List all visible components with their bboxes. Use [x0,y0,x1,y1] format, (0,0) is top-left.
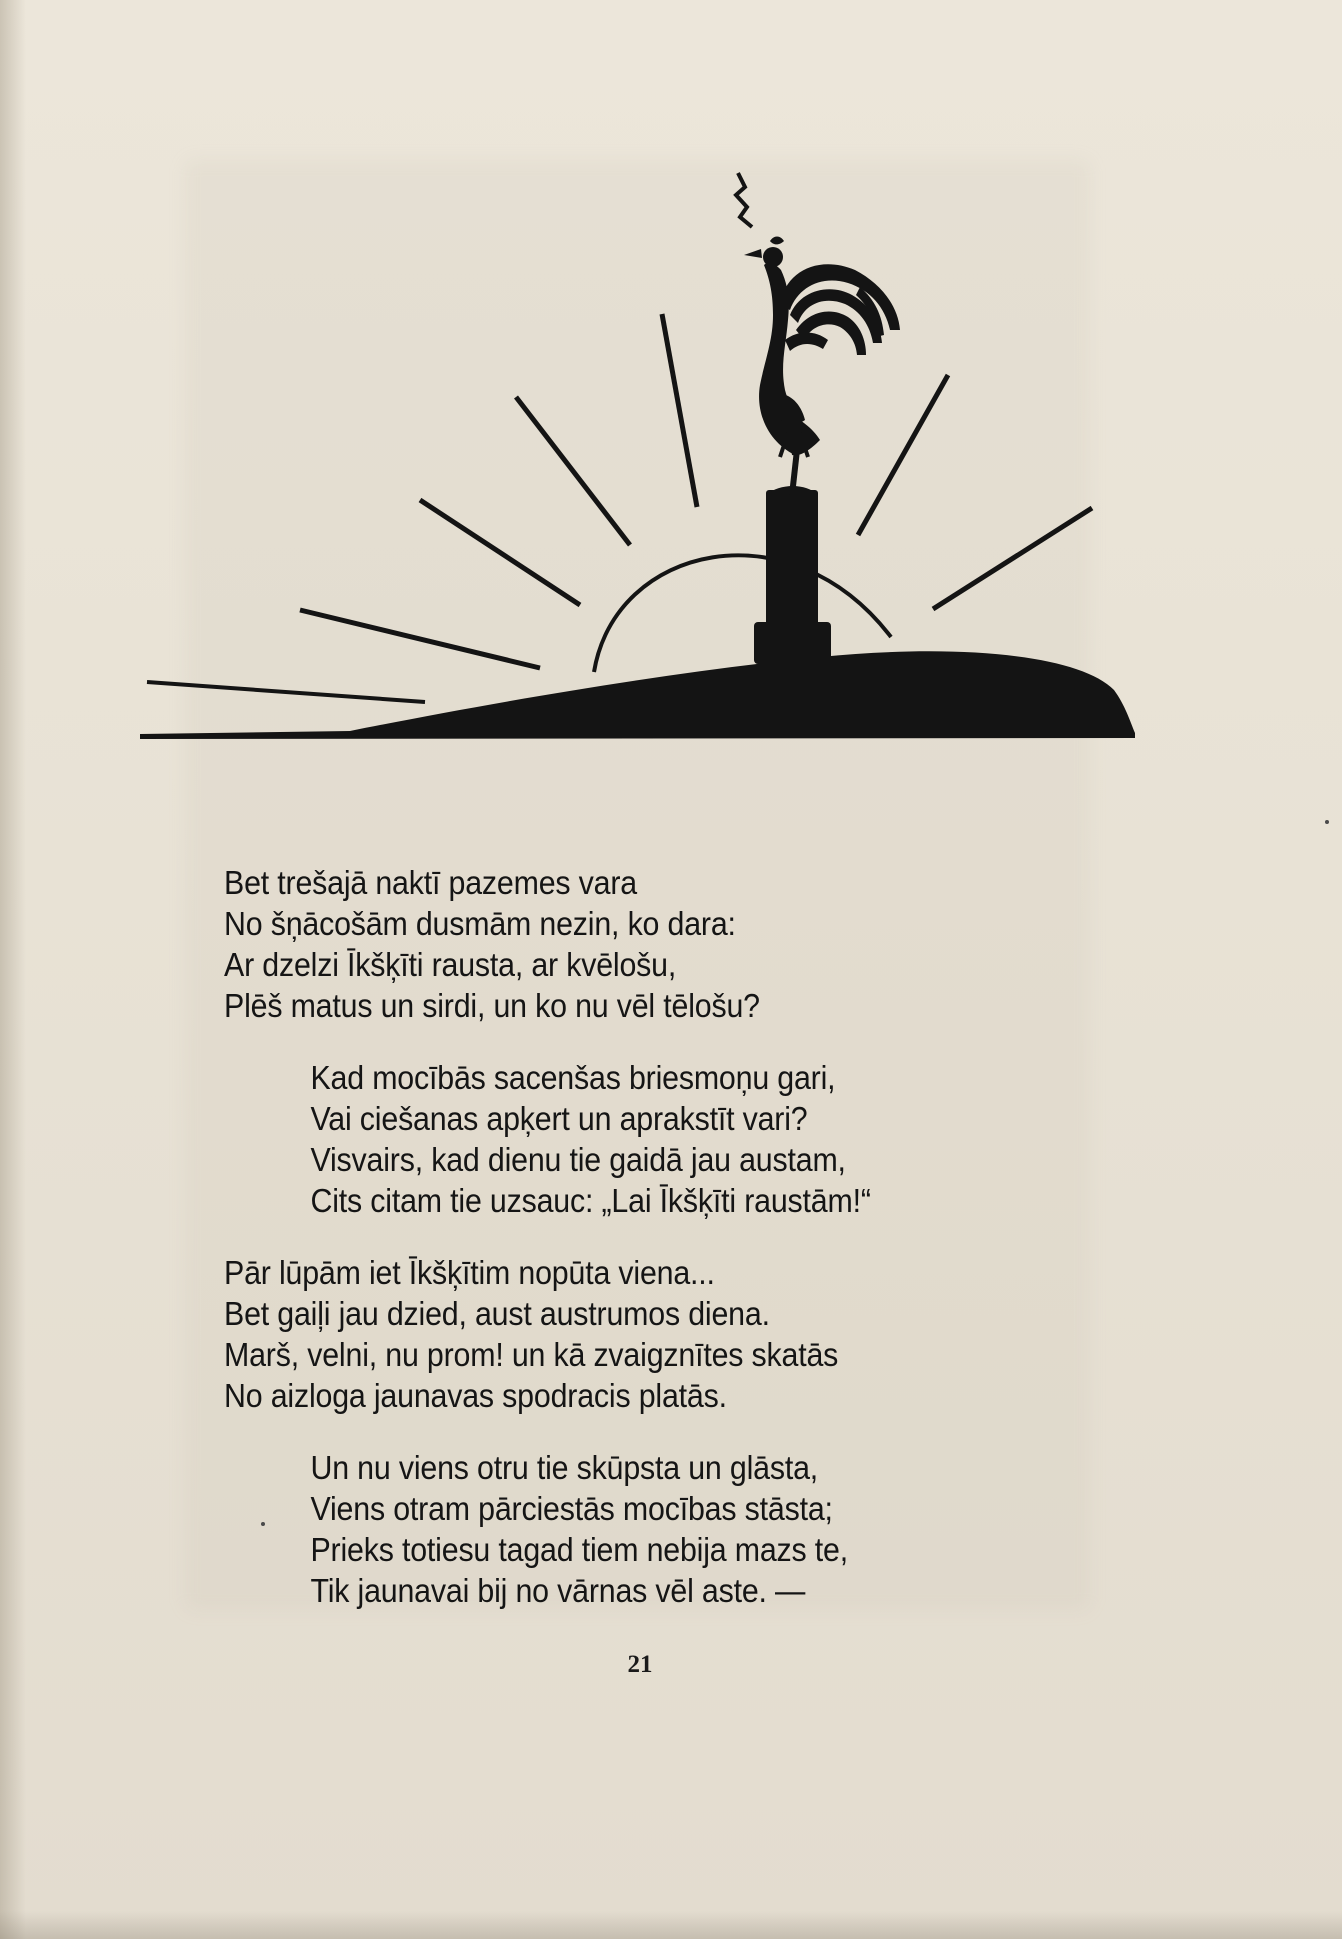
verse-line: No aizloga jaunavas spodracis platās. [224,1377,727,1414]
verse-line: Vai ciešanas apķert un aprakstīt vari? [310,1100,808,1137]
stanza-1 [224,862,1052,1026]
verse-line: Viens otram pārciestās mocības stāsta; [310,1490,833,1527]
verse-line: Cits citam tie uzsauc: „Lai Īkšķīti raustām!“ [310,1182,871,1219]
page-number: 21 [627,1651,653,1678]
verse-line: Kad mocībās sacenšas briesmoņu gari, [310,1059,836,1096]
page-bottom-shadow [0,1911,1342,1939]
paper-speck [261,1522,265,1526]
verse-line: Bet trešajā naktī pazemes vara [224,864,637,901]
paper-speck [1325,820,1329,824]
rooster-weathervane-sunrise-icon [140,165,1140,745]
verse-line: Plēš matus un sirdi, un ko nu vēl tēlošu? [224,987,760,1024]
verse-line: Ar dzelzi Īkšķīti rausta, ar kvēlošu, [224,946,677,983]
verse-line: No šņācošām dusmām nezin, ko dara: [224,905,736,942]
verse-line: Bet gaiļi jau dzied, aust austrumos diena. [224,1295,770,1332]
verse-line: Pār lūpām iet Īkšķītim nopūta viena... [224,1254,715,1291]
page-edge-shadow [0,0,26,1939]
stanza-2 [224,1057,1052,1221]
verse-line: Tik jaunavai bij no vārnas vēl aste. — [310,1572,806,1609]
poem-text [224,862,1052,1642]
stanza-4 [224,1447,1052,1611]
verse-line: Un nu viens otru tie skūpsta un glāsta, [310,1449,819,1486]
stanza-3 [224,1252,1052,1416]
verse-line: Marš, velni, nu prom! un kā zvaigznītes skatās [224,1336,839,1373]
verse-line: Prieks totiesu tagad tiem nebija mazs te, [310,1531,849,1568]
verse-line: Visvairs, kad dienu tie gaidā jau austam, [310,1141,846,1178]
